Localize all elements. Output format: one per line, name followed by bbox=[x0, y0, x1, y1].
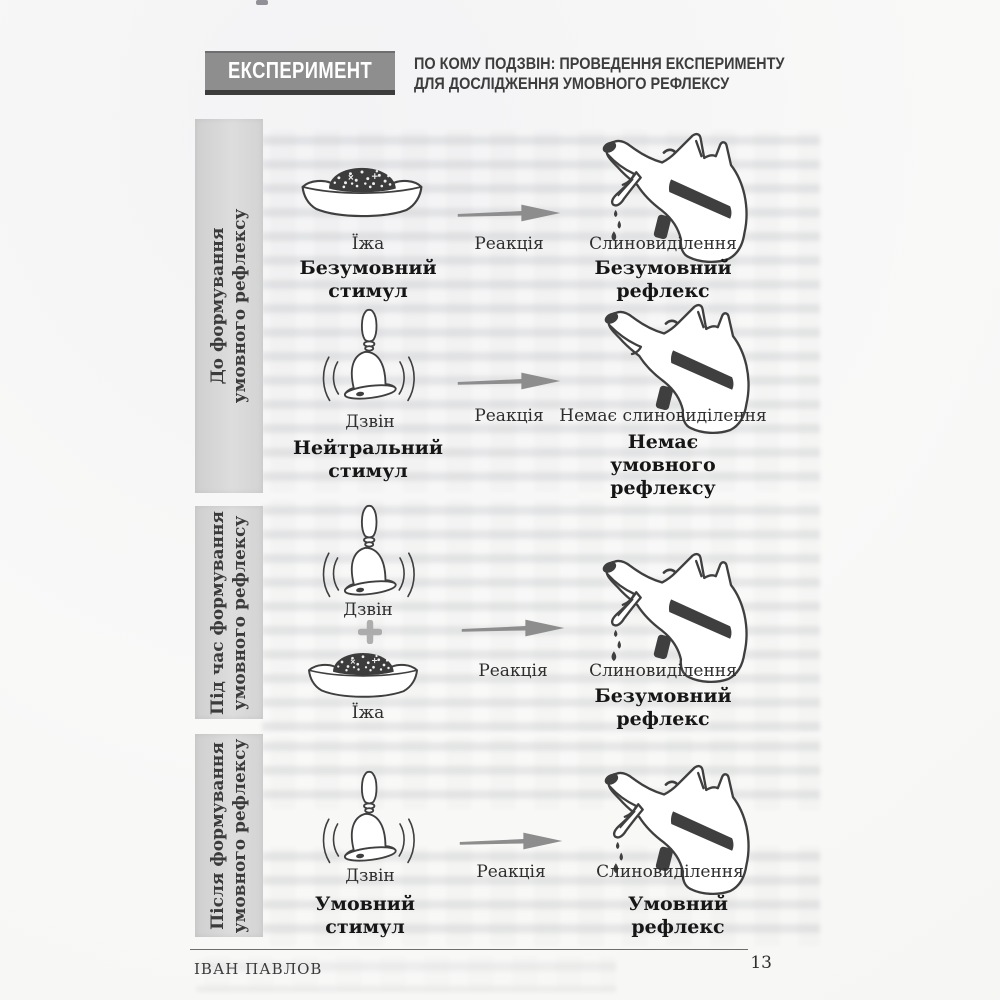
reaction-label: Реакція bbox=[476, 862, 546, 882]
section-strip-after bbox=[195, 734, 263, 937]
chapter-title bbox=[414, 54, 814, 94]
response-type-label: Безумовний рефлекс bbox=[594, 685, 732, 730]
bell-illustration bbox=[320, 306, 416, 410]
reaction-arrow-icon bbox=[456, 200, 562, 226]
response-label: Слиновиділення bbox=[589, 234, 737, 254]
response-label: Слиновиділення bbox=[596, 862, 744, 882]
stimulus-label: Їжа bbox=[351, 234, 385, 254]
food-bowl-illustration bbox=[298, 644, 428, 704]
footer-rule bbox=[190, 949, 748, 950]
section-strip-after-label: Після формування умовного рефлексу bbox=[208, 738, 250, 933]
experiment-badge bbox=[205, 51, 395, 90]
response-label: Слиновиділення bbox=[589, 661, 737, 681]
bell-illustration bbox=[320, 502, 416, 606]
stimulus-label: Дзвін bbox=[343, 600, 393, 620]
reaction-label: Реакція bbox=[474, 234, 544, 254]
reaction-label: Реакція bbox=[474, 406, 544, 426]
stimulus-label: Їжа bbox=[351, 703, 385, 723]
food-bowl-illustration bbox=[296, 158, 428, 224]
stimulus-type-label: Нейтральний стимул bbox=[293, 437, 443, 482]
section-strip-during-label: Під час формування умовного рефлексу bbox=[208, 510, 250, 715]
response-type-label: Безумовний рефлекс bbox=[594, 257, 732, 302]
stimulus-type-label: Безумовний стимул bbox=[299, 257, 437, 302]
reaction-arrow-icon bbox=[458, 828, 564, 854]
plus-icon bbox=[358, 620, 382, 644]
stimulus-type-label: Умовний стимул bbox=[315, 893, 415, 938]
footer-author: ІВАН ПАВЛОВ bbox=[194, 960, 323, 978]
scan-speck bbox=[256, 0, 268, 5]
section-strip-before-label: До формування умовного рефлексу bbox=[208, 208, 250, 404]
response-type-label: Умовний рефлекс bbox=[628, 893, 728, 938]
stimulus-label: Дзвін bbox=[345, 866, 395, 886]
section-strip-during bbox=[195, 506, 263, 719]
chapter-title-line1: ПО КОМУ ПОДЗВІН: ПРОВЕДЕННЯ ЕКСПЕРИМЕНТУ bbox=[414, 54, 785, 73]
reaction-label: Реакція bbox=[478, 661, 548, 681]
page-number: 13 bbox=[750, 953, 772, 973]
section-strip-before bbox=[195, 119, 263, 493]
reaction-arrow-icon bbox=[456, 368, 562, 394]
reaction-arrow-icon bbox=[460, 615, 566, 641]
stimulus-label: Дзвін bbox=[345, 412, 395, 432]
bell-illustration bbox=[320, 768, 416, 872]
experiment-badge-label: ЕКСПЕРИМЕНТ bbox=[227, 57, 373, 83]
response-label: Немає слиновиділення bbox=[559, 406, 767, 426]
chapter-title-line2: ДЛЯ ДОСЛІДЖЕННЯ УМОВНОГО РЕФЛЕКСУ bbox=[414, 74, 730, 93]
response-type-label: Немає умовного рефлексу bbox=[610, 431, 716, 499]
